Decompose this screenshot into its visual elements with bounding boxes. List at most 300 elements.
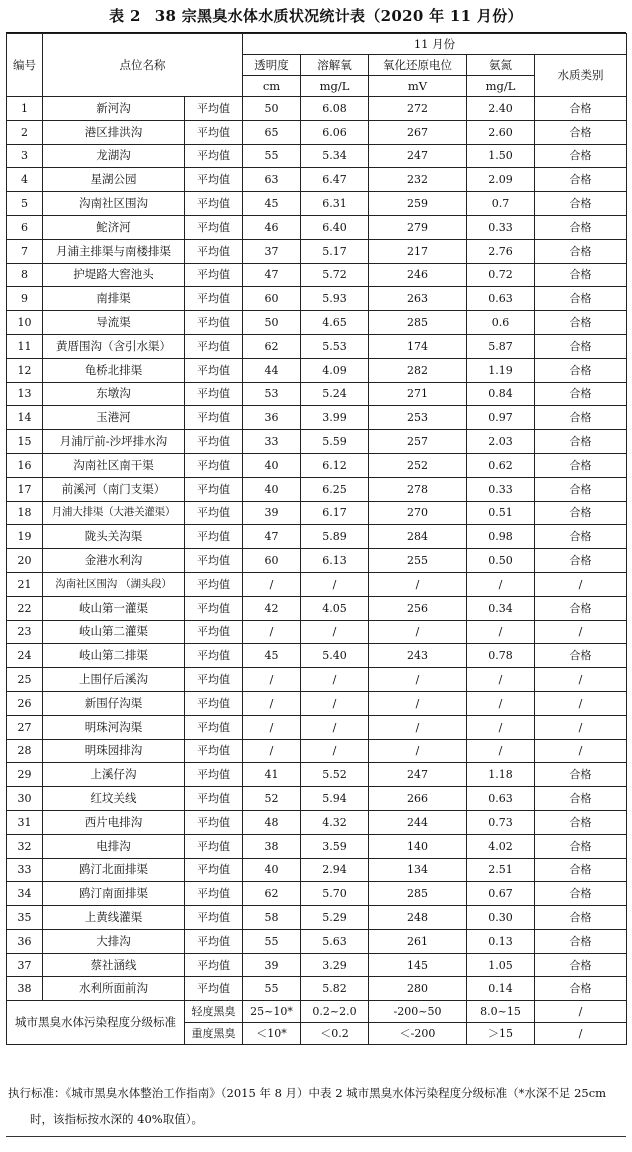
unit-ammonia: mg/L [467,76,535,97]
table-row [7,787,627,811]
table-row [7,334,627,358]
stat-type: 平均值 [185,739,243,763]
row-number: 36 [7,929,43,953]
dissolved-oxygen-value: 6.08 [301,97,369,121]
stat-type: 平均值 [185,834,243,858]
ammonia-value: 2.76 [467,239,535,263]
ammonia-value: 4.02 [467,834,535,858]
standard-heavy-q: / [535,1023,627,1045]
transparency-value: / [243,572,301,596]
orp-value: 282 [369,358,467,382]
site-name: 玉港河 [43,406,185,430]
dissolved-oxygen-value: / [301,668,369,692]
standard-heavy-type: 重度黑臭 [185,1023,243,1045]
standard-row-light [7,1001,627,1023]
orp-value: 279 [369,215,467,239]
row-number: 5 [7,192,43,216]
row-number: 1 [7,97,43,121]
orp-value: 261 [369,929,467,953]
orp-value: 252 [369,453,467,477]
table-row [7,953,627,977]
stat-type: 平均值 [185,572,243,596]
orp-value: 284 [369,525,467,549]
orp-value: 257 [369,430,467,454]
bottom-rule [6,1136,626,1137]
stat-type: 平均值 [185,168,243,192]
site-name: 金港水利沟 [43,549,185,573]
site-name: 龙湖沟 [43,144,185,168]
stat-type: 平均值 [185,549,243,573]
quality-value: 合格 [535,239,627,263]
table-row [7,572,627,596]
stat-type: 平均值 [185,501,243,525]
ammonia-value: / [467,715,535,739]
table-row [7,834,627,858]
quality-value: 合格 [535,644,627,668]
table-row [7,192,627,216]
transparency-value: / [243,739,301,763]
quality-value: 合格 [535,358,627,382]
table-row [7,406,627,430]
transparency-value: 39 [243,953,301,977]
header-month: 11 月份 [243,34,627,55]
site-name: 鸥汀北面排渠 [43,858,185,882]
row-number: 33 [7,858,43,882]
ammonia-value: 1.50 [467,144,535,168]
table-row [7,430,627,454]
ammonia-value: / [467,620,535,644]
ammonia-value: 0.67 [467,882,535,906]
stat-type: 平均值 [185,858,243,882]
dissolved-oxygen-value: 5.53 [301,334,369,358]
standard-light-v4: 8.0~15 [467,1001,535,1023]
orp-value: 266 [369,787,467,811]
ammonia-value: / [467,739,535,763]
quality-value: 合格 [535,477,627,501]
table-row [7,644,627,668]
site-name: 明珠河沟渠 [43,715,185,739]
table-row [7,453,627,477]
quality-value: 合格 [535,120,627,144]
orp-value: 263 [369,287,467,311]
transparency-value: / [243,620,301,644]
table-row [7,549,627,573]
ammonia-value: 2.40 [467,97,535,121]
dissolved-oxygen-value: 6.06 [301,120,369,144]
site-name: 电排沟 [43,834,185,858]
row-number: 29 [7,763,43,787]
quality-value: 合格 [535,596,627,620]
transparency-value: 65 [243,120,301,144]
header-site-name: 点位名称 [43,34,243,97]
ammonia-value: 1.18 [467,763,535,787]
table-row [7,382,627,406]
header-transparency: 透明度 [243,55,301,76]
site-name: 南排渠 [43,287,185,311]
stat-type: 平均值 [185,691,243,715]
stat-type: 平均值 [185,763,243,787]
row-number: 20 [7,549,43,573]
stat-type: 平均值 [185,477,243,501]
orp-value: 145 [369,953,467,977]
quality-value: 合格 [535,453,627,477]
transparency-value: 50 [243,97,301,121]
dissolved-oxygen-value: 5.82 [301,977,369,1001]
row-number: 35 [7,906,43,930]
table-row [7,477,627,501]
dissolved-oxygen-value: 5.89 [301,525,369,549]
orp-value: 140 [369,834,467,858]
dissolved-oxygen-value: 5.94 [301,787,369,811]
site-name: 上黄线灌渠 [43,906,185,930]
ammonia-value: 0.97 [467,406,535,430]
ammonia-value: 0.33 [467,477,535,501]
site-name: 沟南社区围沟 [43,192,185,216]
header-number: 编号 [7,34,43,97]
transparency-value: 45 [243,192,301,216]
ammonia-value: 0.72 [467,263,535,287]
transparency-value: 62 [243,882,301,906]
stat-type: 平均值 [185,287,243,311]
orp-value: 253 [369,406,467,430]
site-name: 月浦大排渠（大港关灌渠） [43,501,185,525]
ammonia-value: / [467,572,535,596]
row-number: 28 [7,739,43,763]
quality-value: 合格 [535,929,627,953]
row-number: 22 [7,596,43,620]
ammonia-value: 0.98 [467,525,535,549]
transparency-value: 52 [243,787,301,811]
site-name: 东墩沟 [43,382,185,406]
row-number: 10 [7,311,43,335]
row-number: 34 [7,882,43,906]
table-row [7,810,627,834]
table-row [7,882,627,906]
row-number: 38 [7,977,43,1001]
stat-type: 平均值 [185,192,243,216]
site-name: 龟桥北排渠 [43,358,185,382]
row-number: 7 [7,239,43,263]
orp-value: 256 [369,596,467,620]
dissolved-oxygen-value: 5.63 [301,929,369,953]
dissolved-oxygen-value: 5.72 [301,263,369,287]
transparency-value: 37 [243,239,301,263]
dissolved-oxygen-value: 6.31 [301,192,369,216]
header-quality: 水质类别 [535,55,627,97]
transparency-value: 47 [243,525,301,549]
transparency-value: 60 [243,287,301,311]
standard-light-type: 轻度黑臭 [185,1001,243,1023]
site-name: 前溪河（南门支渠） [43,477,185,501]
orp-value: 267 [369,120,467,144]
unit-transparency: cm [243,76,301,97]
ammonia-value: 2.60 [467,120,535,144]
site-name: 导流渠 [43,311,185,335]
quality-value: 合格 [535,525,627,549]
dissolved-oxygen-value: 5.24 [301,382,369,406]
dissolved-oxygen-value: 4.32 [301,810,369,834]
transparency-value: / [243,715,301,739]
stat-type: 平均值 [185,239,243,263]
row-number: 25 [7,668,43,692]
ammonia-value: 0.73 [467,810,535,834]
dissolved-oxygen-value: 3.59 [301,834,369,858]
orp-value: / [369,620,467,644]
row-number: 6 [7,215,43,239]
header-orp: 氧化还原电位 [369,55,467,76]
transparency-value: 44 [243,358,301,382]
table-row [7,501,627,525]
row-number: 19 [7,525,43,549]
quality-value: 合格 [535,311,627,335]
table-row [7,358,627,382]
orp-value: / [369,668,467,692]
table-row [7,715,627,739]
transparency-value: 39 [243,501,301,525]
row-number: 21 [7,572,43,596]
transparency-value: 63 [243,168,301,192]
orp-value: 285 [369,882,467,906]
site-name: 港区排洪沟 [43,120,185,144]
unit-orp: mV [369,76,467,97]
orp-value: 278 [369,477,467,501]
ammonia-value: 2.09 [467,168,535,192]
ammonia-value: 0.63 [467,287,535,311]
table-title [0,6,632,26]
dissolved-oxygen-value: 5.17 [301,239,369,263]
dissolved-oxygen-value: 5.29 [301,906,369,930]
dissolved-oxygen-value: 4.05 [301,596,369,620]
stat-type: 平均值 [185,382,243,406]
quality-value: / [535,691,627,715]
stat-type: 平均值 [185,334,243,358]
stat-type: 平均值 [185,953,243,977]
orp-value: 247 [369,763,467,787]
table-row [7,97,627,121]
site-name: 陇头关沟渠 [43,525,185,549]
standard-light-v3: -200~50 [369,1001,467,1023]
footnote [8,1080,624,1132]
stat-type: 平均值 [185,120,243,144]
quality-value: 合格 [535,144,627,168]
orp-value: 246 [369,263,467,287]
transparency-value: / [243,691,301,715]
dissolved-oxygen-value: 5.40 [301,644,369,668]
dissolved-oxygen-value: 6.47 [301,168,369,192]
quality-value: / [535,715,627,739]
ammonia-value: 0.30 [467,906,535,930]
table-row [7,668,627,692]
transparency-value: 40 [243,477,301,501]
orp-value: 232 [369,168,467,192]
stat-type: 平均值 [185,906,243,930]
dissolved-oxygen-value: 3.99 [301,406,369,430]
row-number: 8 [7,263,43,287]
stat-type: 平均值 [185,97,243,121]
row-number: 15 [7,430,43,454]
table-row [7,929,627,953]
standard-heavy-v3: ＜-200 [369,1023,467,1045]
table-row [7,739,627,763]
transparency-value: 33 [243,430,301,454]
table-row [7,311,627,335]
stat-type: 平均值 [185,453,243,477]
stat-type: 平均值 [185,406,243,430]
row-number: 30 [7,787,43,811]
stat-type: 平均值 [185,311,243,335]
row-number: 26 [7,691,43,715]
transparency-value: 62 [243,334,301,358]
dissolved-oxygen-value: 3.29 [301,953,369,977]
ammonia-value: 0.84 [467,382,535,406]
ammonia-value: 5.87 [467,334,535,358]
ammonia-value: 0.34 [467,596,535,620]
transparency-value: 42 [243,596,301,620]
site-name: 岐山第二灌渠 [43,620,185,644]
orp-value: 259 [369,192,467,216]
quality-value: 合格 [535,953,627,977]
stat-type: 平均值 [185,215,243,239]
orp-value: 243 [369,644,467,668]
quality-value: 合格 [535,97,627,121]
header-row-1 [7,34,627,55]
site-name: 上溪仔沟 [43,763,185,787]
ammonia-value: 1.19 [467,358,535,382]
row-number: 12 [7,358,43,382]
stat-type: 平均值 [185,810,243,834]
table-title-text: 38 宗黑臭水体水质状况统计表（2020 年 11 月份） [154,7,523,25]
quality-value: 合格 [535,263,627,287]
dissolved-oxygen-value: / [301,691,369,715]
stat-type: 平均值 [185,929,243,953]
ammonia-value: 0.63 [467,787,535,811]
site-name: 岐山第一灌渠 [43,596,185,620]
dissolved-oxygen-value: 5.70 [301,882,369,906]
standard-heavy-v4: ＞15 [467,1023,535,1045]
stat-type: 平均值 [185,144,243,168]
ammonia-value: 0.33 [467,215,535,239]
quality-value: 合格 [535,763,627,787]
transparency-value: 40 [243,453,301,477]
row-number: 31 [7,810,43,834]
row-number: 9 [7,287,43,311]
quality-value: / [535,668,627,692]
table-row [7,763,627,787]
orp-value: 255 [369,549,467,573]
site-name: 新河沟 [43,97,185,121]
quality-value: 合格 [535,882,627,906]
quality-value: 合格 [535,215,627,239]
transparency-value: 38 [243,834,301,858]
dissolved-oxygen-value: 6.25 [301,477,369,501]
dissolved-oxygen-value: 6.13 [301,549,369,573]
transparency-value: 41 [243,763,301,787]
transparency-value: 60 [243,549,301,573]
dissolved-oxygen-value: 4.65 [301,311,369,335]
transparency-value: / [243,668,301,692]
ammonia-value: 0.62 [467,453,535,477]
orp-value: / [369,715,467,739]
dissolved-oxygen-value: / [301,715,369,739]
row-number: 24 [7,644,43,668]
table-row [7,239,627,263]
orp-value: / [369,572,467,596]
quality-value: 合格 [535,382,627,406]
transparency-value: 46 [243,215,301,239]
dissolved-oxygen-value: / [301,620,369,644]
dissolved-oxygen-value: 5.93 [301,287,369,311]
ammonia-value: 0.50 [467,549,535,573]
row-number: 4 [7,168,43,192]
standard-heavy-v1: ＜10* [243,1023,301,1045]
table-row [7,263,627,287]
site-name: 护堤路大窖池头 [43,263,185,287]
site-name: 西片电排沟 [43,810,185,834]
quality-value: 合格 [535,549,627,573]
stat-type: 平均值 [185,668,243,692]
transparency-value: 45 [243,644,301,668]
orp-value: / [369,691,467,715]
table-row [7,215,627,239]
dissolved-oxygen-value: 5.59 [301,430,369,454]
row-number: 14 [7,406,43,430]
orp-value: 248 [369,906,467,930]
table-row [7,287,627,311]
orp-value: 134 [369,858,467,882]
quality-value: 合格 [535,834,627,858]
ammonia-value: 0.7 [467,192,535,216]
transparency-value: 58 [243,906,301,930]
site-name: 星湖公园 [43,168,185,192]
row-number: 18 [7,501,43,525]
quality-value: 合格 [535,501,627,525]
ammonia-value: 0.78 [467,644,535,668]
orp-value: 272 [369,97,467,121]
dissolved-oxygen-value: 6.40 [301,215,369,239]
stat-type: 平均值 [185,882,243,906]
row-number: 16 [7,453,43,477]
dissolved-oxygen-value: 6.17 [301,501,369,525]
stat-type: 平均值 [185,977,243,1001]
quality-value: 合格 [535,906,627,930]
table-row [7,691,627,715]
stat-type: 平均值 [185,787,243,811]
transparency-value: 55 [243,144,301,168]
transparency-value: 55 [243,929,301,953]
standard-light-q: / [535,1001,627,1023]
quality-value: 合格 [535,334,627,358]
header-dissolved-oxygen: 溶解氧 [301,55,369,76]
orp-value: 244 [369,810,467,834]
row-number: 13 [7,382,43,406]
orp-value: 174 [369,334,467,358]
table-row [7,525,627,549]
quality-value: 合格 [535,287,627,311]
quality-value: 合格 [535,430,627,454]
orp-value: 280 [369,977,467,1001]
transparency-value: 55 [243,977,301,1001]
standard-label: 城市黑臭水体污染程度分级标准 [7,1001,185,1045]
standard-light-v2: 0.2~2.0 [301,1001,369,1023]
ammonia-value: 2.03 [467,430,535,454]
site-name: 大排沟 [43,929,185,953]
footnote-line-1: 执行标准：《城市黑臭水体整治工作指南》（2015 年 8 月）中表 2 城市黑臭水体污染程度分级标准（*水深不足 25cm [8,1086,607,1100]
table-row [7,596,627,620]
stat-type: 平均值 [185,430,243,454]
stat-type: 平均值 [185,263,243,287]
dissolved-oxygen-value: 6.12 [301,453,369,477]
row-number: 23 [7,620,43,644]
